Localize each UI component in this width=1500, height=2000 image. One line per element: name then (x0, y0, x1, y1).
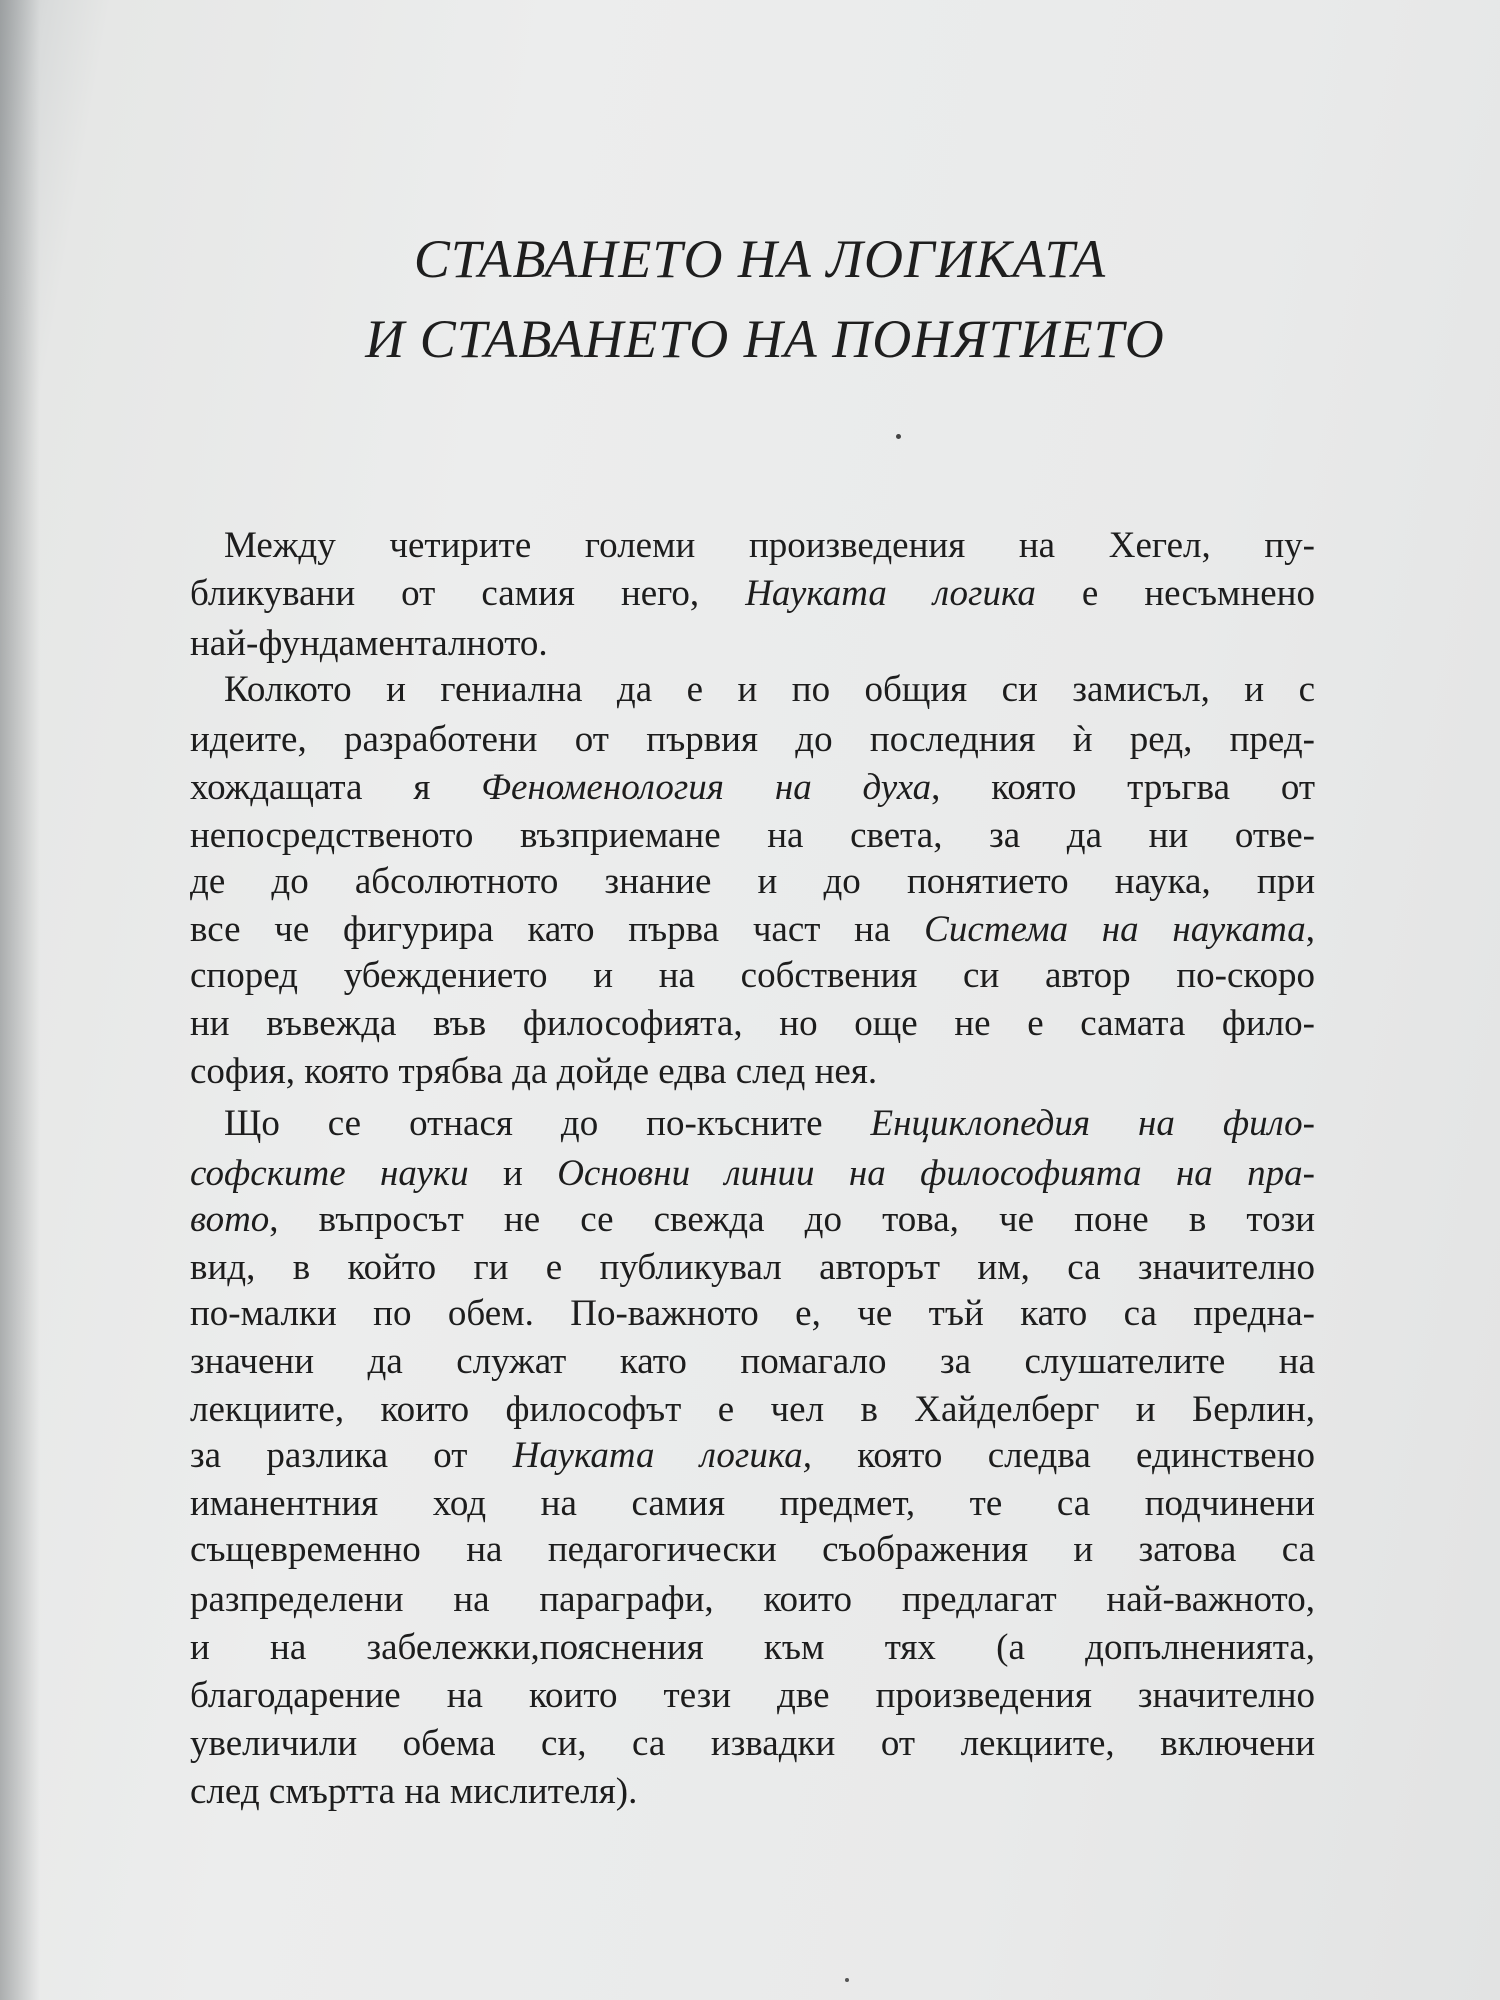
text-line (190, 620, 1315, 668)
text-run: по-малки по обем. По-важното е, че тъй като са предна- (190, 1293, 1315, 1334)
text-line (224, 1100, 1315, 1148)
text-line (190, 1150, 1315, 1198)
text-run: същевременно на педагогически съображения и затова са (190, 1529, 1315, 1570)
italic-title: вото (190, 1199, 270, 1240)
text-line (190, 858, 1315, 906)
text-run: и на забележки,пояснения към тях (а допълненията, (190, 1627, 1315, 1668)
italic-title: Феноменология на духа (481, 767, 932, 808)
text-run: непосредственото възприемане на света, за да ни отве- (190, 815, 1315, 856)
text-line (190, 1196, 1315, 1244)
text-line (190, 1386, 1315, 1434)
text-line (190, 1432, 1315, 1480)
text-run: Между четирите големи произведения на Хегел, пу- (224, 525, 1315, 566)
text-line (190, 1480, 1315, 1528)
italic-title: Енциклопедия на фило- (870, 1103, 1315, 1144)
text-line (190, 1244, 1315, 1292)
text-run: лекциите, които философът е чел в Хайделберг и Берлин, (190, 1389, 1315, 1430)
text-run: Колкото и гениална да е и по общия си замисъл, и с (224, 669, 1315, 710)
text-line (190, 1000, 1315, 1048)
text-line (190, 812, 1315, 860)
italic-title: софските науки (190, 1153, 469, 1194)
text-run: бликувани от самия него, (190, 573, 746, 614)
text-run: за разлика от (190, 1435, 513, 1476)
italic-title: Система на науката (924, 909, 1306, 950)
text-run: хождащата я (190, 767, 482, 808)
text-line (224, 666, 1315, 714)
chapter-title-line-2: И СТАВАНЕТО НА ПОНЯТИЕТО (365, 309, 1165, 369)
text-run: де до абсолютното знание и до понятието наука, при (190, 861, 1315, 902)
italic-title: Основни линии на философията на пра- (557, 1153, 1315, 1194)
text-line (190, 1624, 1315, 1672)
text-line (190, 906, 1315, 954)
text-run: идеите, разработени от първия до последния ѝ ред, пред- (190, 719, 1315, 760)
text-run: според убеждението и на собствения си автор по-скоро (190, 955, 1315, 996)
text-line (190, 1290, 1315, 1338)
text-run: най-фундаменталното. (190, 623, 548, 664)
text-run: ни въвежда във философията, но още не е самата фило- (190, 1003, 1315, 1044)
text-run: Що се отнася до по-късните (224, 1103, 871, 1144)
text-run: благодарение на които тези две произведения значително (190, 1675, 1315, 1716)
text-line (190, 570, 1315, 618)
text-run: все че фигурира като първа част на (190, 909, 925, 950)
text-run: след смъртта на мислителя). (190, 1771, 638, 1812)
italic-title: Науката логика (745, 573, 1036, 614)
text-run: и (468, 1153, 558, 1194)
text-run: , която тръгва от (931, 767, 1315, 808)
text-run: увеличили обема си, са извадки от лекциите, включени (190, 1723, 1315, 1764)
text-line (190, 1526, 1315, 1574)
text-line (190, 716, 1315, 764)
page-mark (845, 1978, 849, 1982)
text-run: е несъмнено (1035, 573, 1315, 614)
chapter-title-line-1: СТАВАНЕТО НА ЛОГИКАТА (413, 229, 1107, 289)
text-run: вид, в който ги е публикувал авторът им, са значително (190, 1247, 1315, 1288)
text-run: значени да служат като помагало за слушателите на (190, 1341, 1315, 1382)
text-run: иманентния ход на самия предмет, те са подчинени (190, 1483, 1315, 1524)
text-line (190, 764, 1315, 812)
text-line (190, 952, 1315, 1000)
text-line (190, 1768, 1315, 1816)
text-line (190, 1672, 1315, 1720)
decorative-dot (896, 434, 901, 439)
text-run: , (1305, 909, 1315, 950)
text-line (190, 1338, 1315, 1386)
text-run: разпределени на параграфи, които предлагат най-важното, (190, 1579, 1315, 1620)
text-line (224, 522, 1315, 570)
page-gutter-shadow (0, 0, 40, 2000)
text-line (190, 1720, 1315, 1768)
text-run: която следва единствено (811, 1435, 1315, 1476)
italic-title: Науката логика, (512, 1435, 812, 1476)
text-run: софия, която трябва да дойде едва след нея. (190, 1051, 878, 1092)
text-run: , въпросът не се свежда до това, че поне в този (269, 1199, 1315, 1240)
text-line (190, 1048, 1315, 1096)
text-line (190, 1576, 1315, 1624)
